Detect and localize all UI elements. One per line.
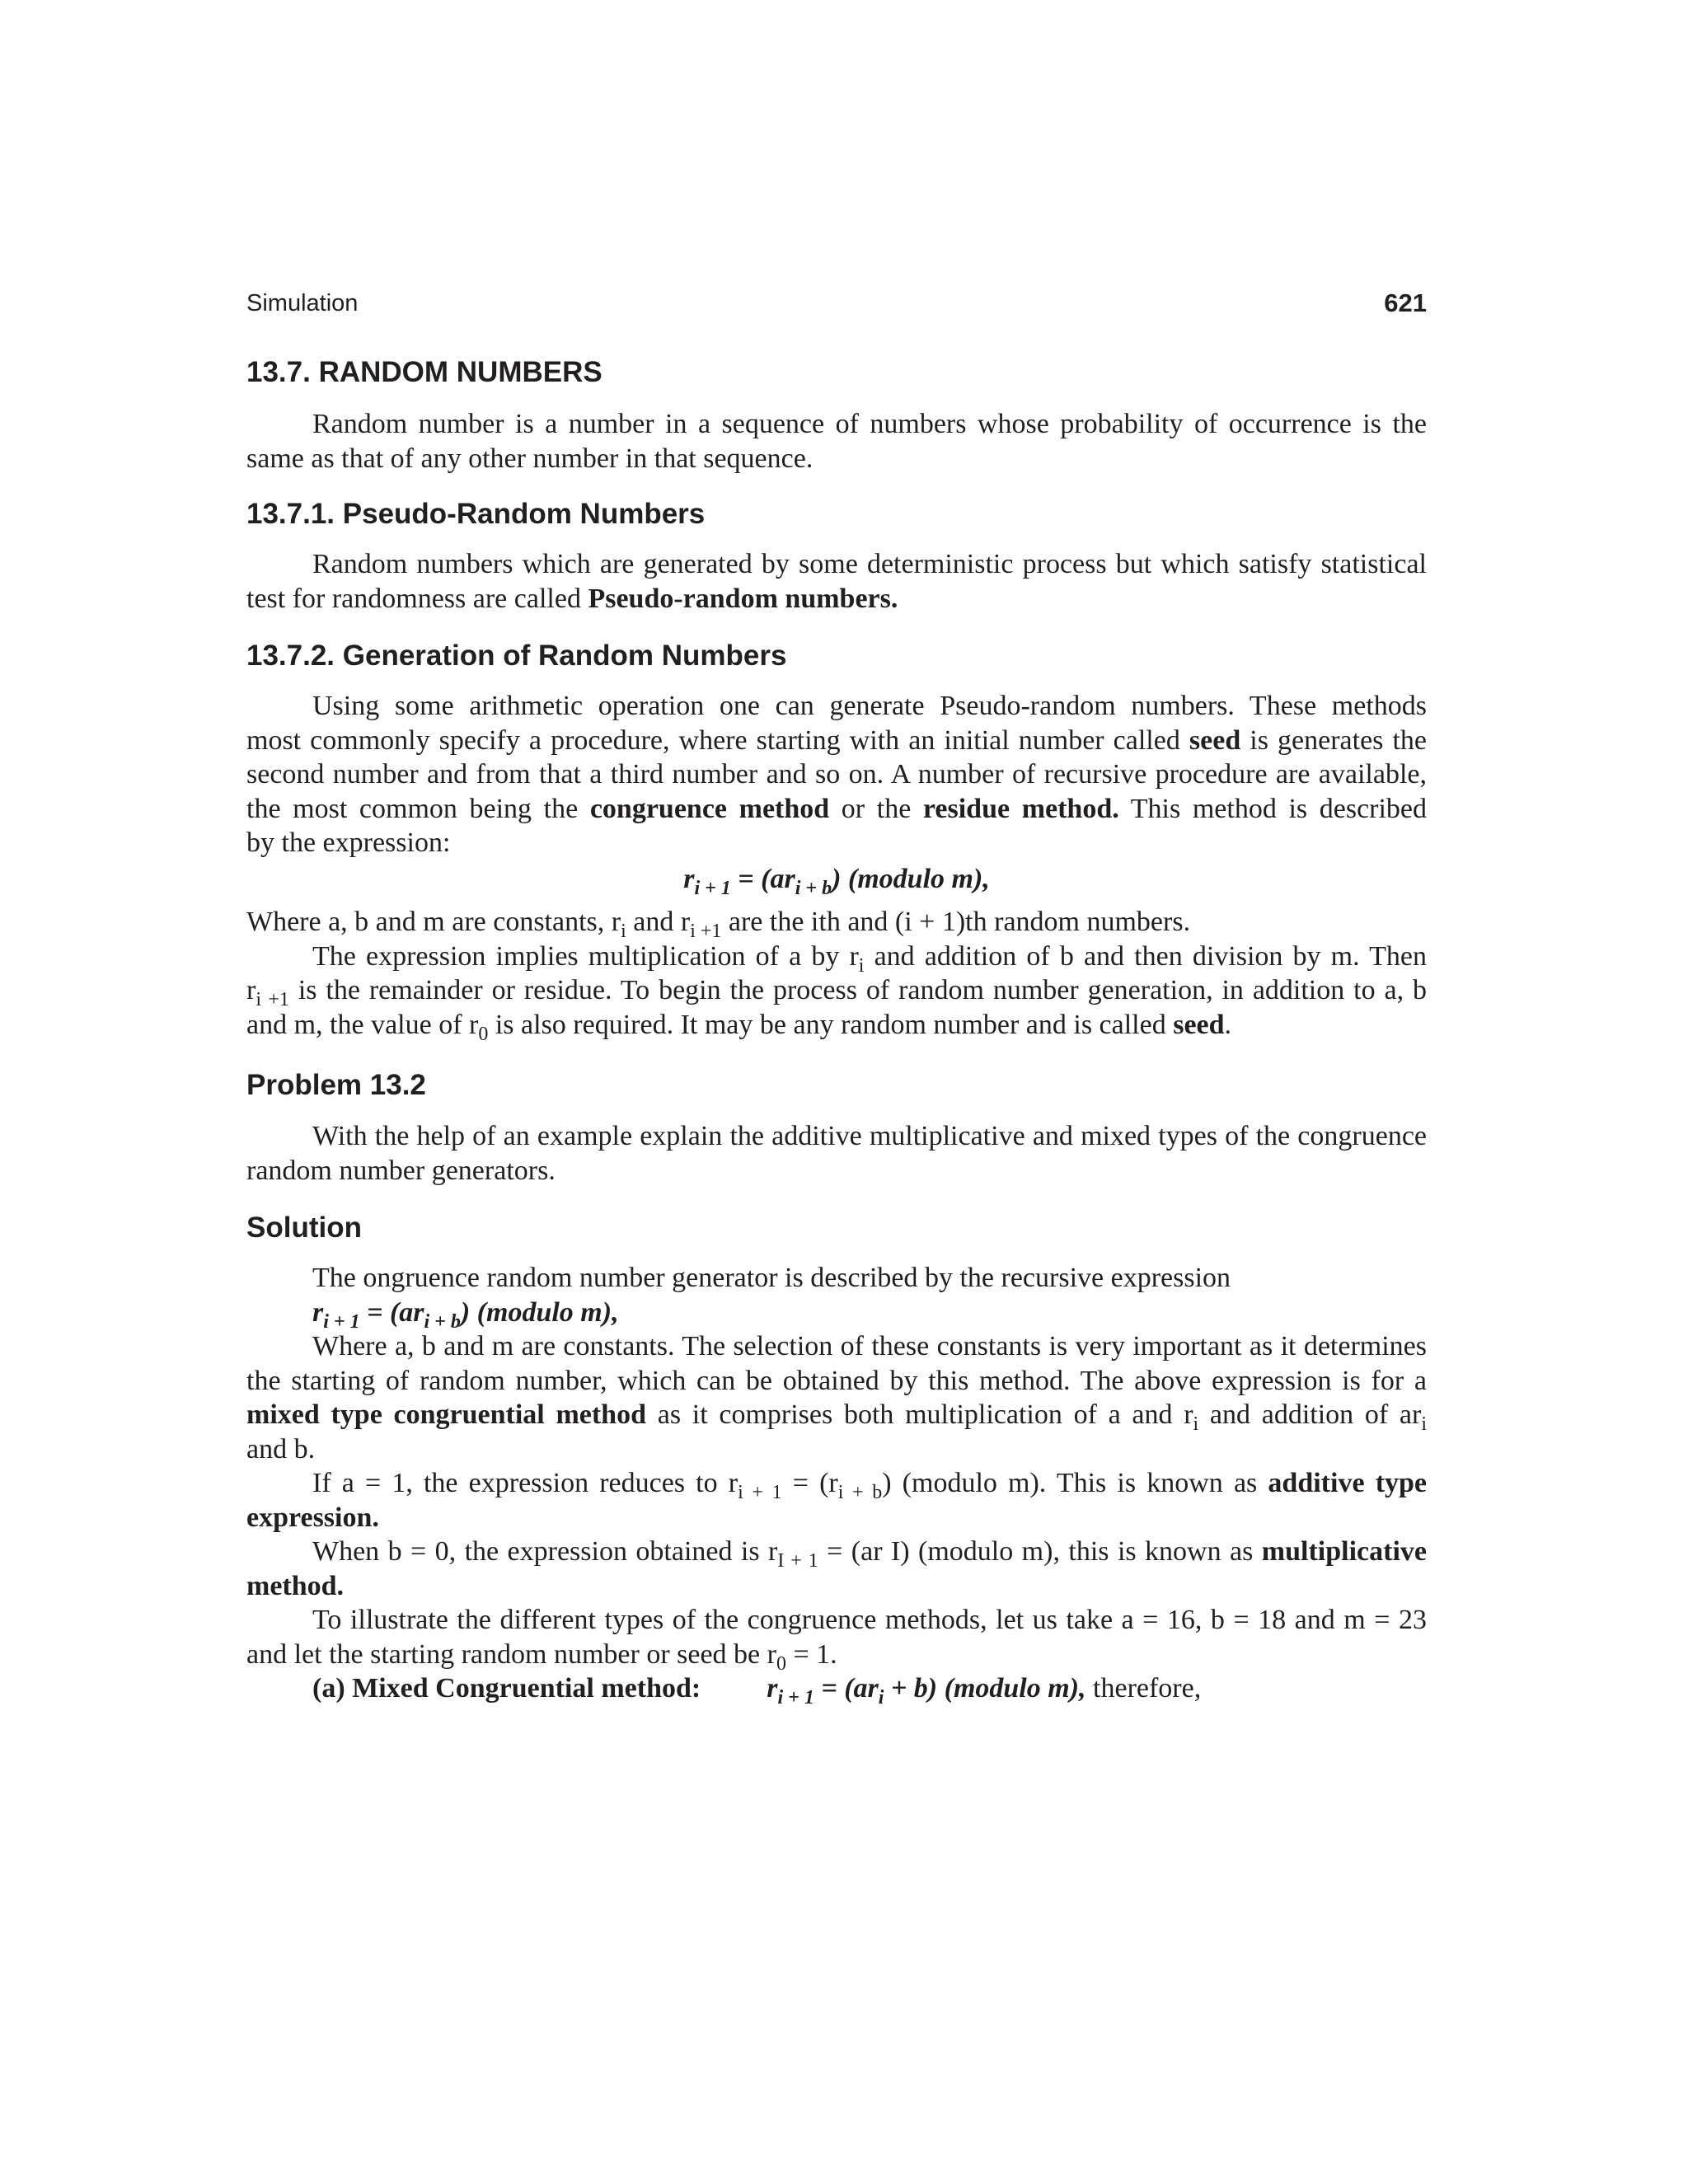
text-line: by the expression: [246, 827, 451, 858]
solution-heading: Solution [246, 1212, 362, 1244]
text-line: Where a, b and m are constants. The selection of these constants is very important as it determines [312, 1331, 1427, 1361]
text-line: When b = 0, the expression obtained is $r_{I + 1} = (ar$ I) (modulo m), this is known as multiplicative [312, 1536, 1427, 1572]
text-line: second number and from that a third number and so on. A number of recursive procedure are available, [246, 759, 1427, 790]
text-line: The ongruence random number generator is described by the recursive expression [312, 1263, 1231, 1293]
text-line: random number generators. [246, 1155, 556, 1186]
text-line: Random number is a number in a sequence of numbers whose probability of occurrence is the [312, 409, 1427, 439]
text-line: If a = 1, the expression reduces to $r_{i + 1} = (r_{i + b})$ (modulo m). This is known as additive type [312, 1468, 1428, 1503]
paragraph-generation [246, 689, 1427, 860]
text-line: and m, the value of $r_0$ is also required. It may be any random number and is called seed. [246, 1009, 1232, 1045]
running-head: Simulation [246, 290, 359, 316]
text-line: The expression implies multiplication of a by $r_i$ and addition of b and then division by m. Then [312, 940, 1427, 977]
text-line: Random numbers which are generated by some deterministic process but which satisfy statistical [312, 549, 1427, 579]
mixed-method-label: (a) Mixed Congruential method: [312, 1673, 701, 1704]
paragraph-problem [246, 1119, 1427, 1188]
text-line: the most common being the congruence method or the residue method. This method is described [246, 793, 1428, 824]
text-line: With the help of an example explain the additive multiplicative and mixed types of the congruence [312, 1121, 1427, 1151]
equation-mixed: $r_{i + 1} = (ar_i + b)$ (modulo m), [767, 1673, 1086, 1708]
section-heading-generation: 13.7.2. Generation of Random Numbers [246, 640, 787, 672]
text-line: test for randomness are called Pseudo-random numbers. [246, 583, 898, 614]
text-line: To illustrate the different types of the congruence methods, let us take a = 16, b = 18 and m = 23 [312, 1605, 1427, 1635]
mixed-method-line: (a) Mixed Congruential method: $r_{i + 1} = (ar_i + b)$ (modulo m), therefore, [312, 1673, 1202, 1708]
text-line: the starting of random number, which can be obtained by this method. The above expression is for a [246, 1365, 1427, 1396]
text-line: Where a, b and m are constants, $r_i$ and $r_{i +1}$ are the ith and (i + 1)th random numbers. [246, 907, 1191, 942]
text-line: $r_{i +1}$ is the remainder or residue. To begin the process of random number generation, in addition to a, b [246, 975, 1427, 1010]
paragraph-random-number-definition [246, 407, 1427, 476]
equation-congruence-solution: $r_{i + 1} = (ar_{i + b})$ (modulo m), [312, 1296, 619, 1333]
text-line: and let the starting random number or seed be $r_0 = 1$. [246, 1638, 837, 1675]
section-heading-random-numbers: 13.7. RANDOM NUMBERS [246, 356, 603, 388]
paragraph-where-constants [246, 905, 1427, 1045]
text-line: expression. [246, 1502, 379, 1533]
text-line: and b. [246, 1433, 316, 1465]
text-line: mixed type congruential method as it comprises both multiplication of a and $r_i$ and addition of $ar_i$ [246, 1399, 1428, 1435]
text-line: method. [246, 1570, 345, 1601]
paragraph-solution [246, 1261, 1427, 1706]
text-line: same as that of any other number in that sequence. [246, 443, 814, 474]
text-line: Using some arithmetic operation one can generate Pseudo-random numbers. These methods [312, 691, 1427, 721]
bold-term: Pseudo-random numbers. [588, 583, 898, 614]
paragraph-pseudo-random-definition [246, 547, 1427, 616]
section-heading-pseudo-random: 13.7.1. Pseudo-Random Numbers [246, 498, 706, 530]
page-number: 621 [1384, 288, 1427, 317]
text-line: most commonly specify a procedure, where starting with an initial number called seed is generates the [246, 724, 1427, 756]
equation-congruence: $r_{i + 1} = (ar_{i + b})$ (modulo m), [683, 864, 990, 899]
problem-heading: Problem 13.2 [246, 1069, 426, 1101]
